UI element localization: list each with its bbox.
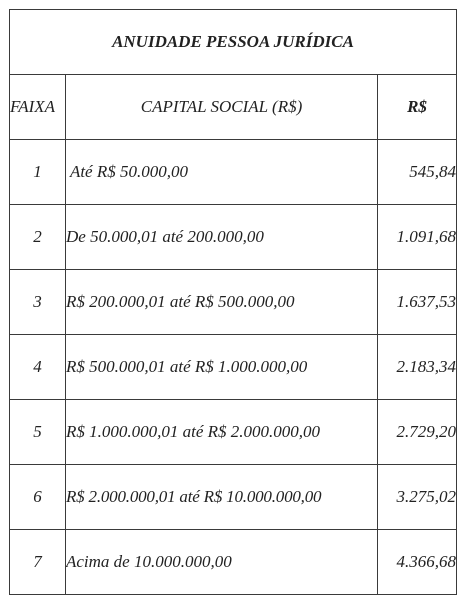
table-row [10,530,457,595]
faixa-cell: 3 [10,270,66,335]
table-title-row [10,10,457,75]
table-row [10,140,457,205]
table-row [10,270,457,335]
value-cell: 1.637,53 [378,270,457,335]
table-row [10,335,457,400]
value-cell: 4.366,68 [378,530,457,595]
faixa-cell: 6 [10,465,66,530]
table-title: ANUIDADE PESSOA JURÍDICA [10,10,457,75]
value-cell: 2.729,20 [378,400,457,465]
faixa-cell: 4 [10,335,66,400]
value-cell: 545,84 [378,140,457,205]
table-row [10,205,457,270]
annuity-table [9,9,457,595]
header-faixa: FAIXA [10,75,66,140]
faixa-cell: 1 [10,140,66,205]
capital-cell: R$ 500.000,01 até R$ 1.000.000,00 [66,335,378,400]
value-cell: 1.091,68 [378,205,457,270]
capital-cell: R$ 1.000.000,01 até R$ 2.000.000,00 [66,400,378,465]
faixa-cell: 2 [10,205,66,270]
table-header-row [10,75,457,140]
annuity-table-body [10,10,457,595]
capital-cell: De 50.000,01 até 200.000,00 [66,205,378,270]
capital-cell: Acima de 10.000.000,00 [66,530,378,595]
capital-cell: Até R$ 50.000,00 [66,140,378,205]
capital-cell: R$ 200.000,01 até R$ 500.000,00 [66,270,378,335]
table-row [10,465,457,530]
header-value: R$ [378,75,457,140]
faixa-cell: 5 [10,400,66,465]
value-cell: 3.275,02 [378,465,457,530]
faixa-cell: 7 [10,530,66,595]
value-cell: 2.183,34 [378,335,457,400]
table-row [10,400,457,465]
capital-cell: R$ 2.000.000,01 até R$ 10.000.000,00 [66,465,378,530]
header-capital-social: CAPITAL SOCIAL (R$) [66,75,378,140]
